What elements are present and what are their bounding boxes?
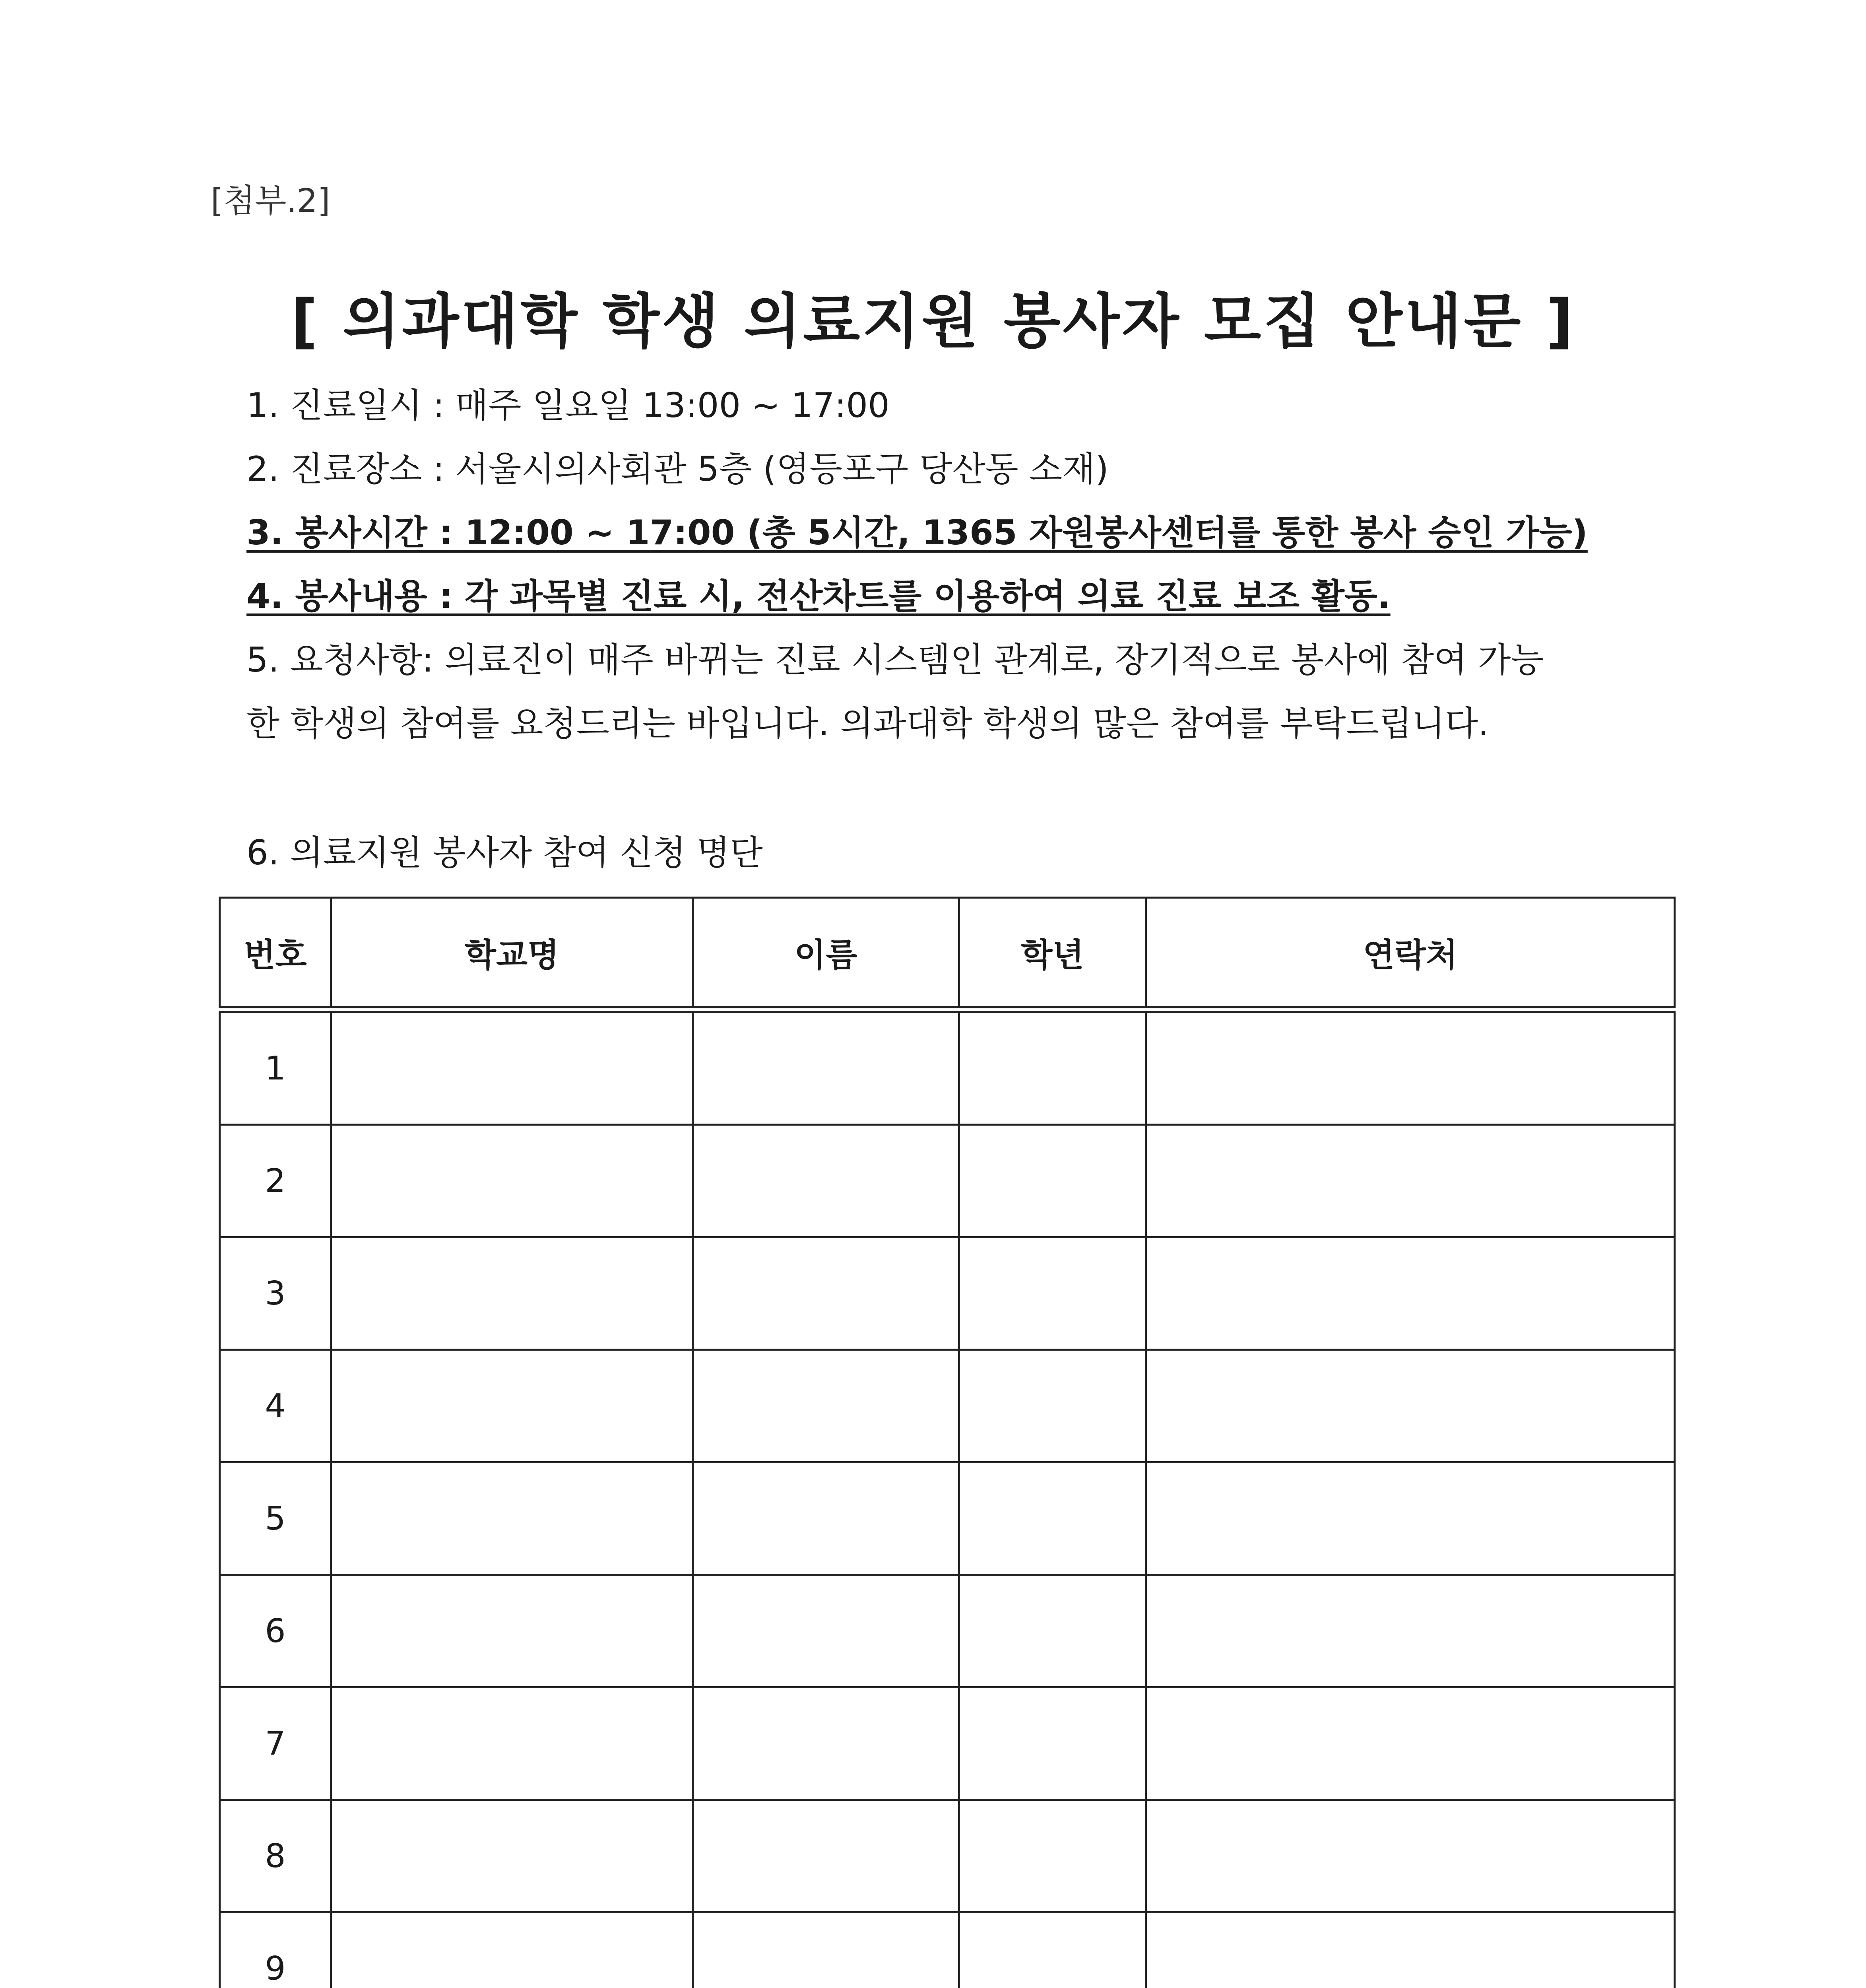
header-contact: 연락처 bbox=[1146, 898, 1675, 1010]
table-header-row bbox=[220, 898, 1675, 1010]
row-number: 4 bbox=[220, 1350, 331, 1462]
table-row bbox=[220, 1575, 1675, 1687]
contact-cell[interactable] bbox=[1146, 1462, 1675, 1575]
item-location: 2. 진료장소 : 서울시의사회관 5층 (영등포구 당산동 소재) bbox=[246, 449, 1109, 489]
name-cell[interactable] bbox=[693, 1237, 959, 1350]
school-cell[interactable] bbox=[331, 1350, 693, 1462]
school-cell[interactable] bbox=[331, 1912, 693, 1988]
row-number: 7 bbox=[220, 1687, 331, 1800]
contact-cell[interactable] bbox=[1146, 1010, 1675, 1125]
table-row bbox=[220, 1912, 1675, 1988]
name-cell[interactable] bbox=[693, 1687, 959, 1800]
grade-cell[interactable] bbox=[959, 1350, 1146, 1462]
school-cell[interactable] bbox=[331, 1125, 693, 1237]
contact-cell[interactable] bbox=[1146, 1687, 1675, 1800]
name-cell[interactable] bbox=[693, 1125, 959, 1237]
grade-cell[interactable] bbox=[959, 1125, 1146, 1237]
page-title: [ 의과대학 학생 의료지원 봉사자 모집 안내문 ] bbox=[291, 287, 1575, 355]
contact-cell[interactable] bbox=[1146, 1350, 1675, 1462]
school-cell[interactable] bbox=[331, 1462, 693, 1575]
name-cell[interactable] bbox=[693, 1010, 959, 1125]
header-name: 이름 bbox=[693, 898, 959, 1010]
table-row bbox=[220, 1350, 1675, 1462]
contact-cell[interactable] bbox=[1146, 1237, 1675, 1350]
school-cell[interactable] bbox=[331, 1010, 693, 1125]
item-request-continued: 한 학생의 참여를 요청드리는 바입니다. 의과대학 학생의 많은 참여를 부탁드립니다. bbox=[246, 704, 1489, 744]
table-row bbox=[220, 1687, 1675, 1800]
row-number: 9 bbox=[220, 1912, 331, 1988]
row-number: 5 bbox=[220, 1462, 331, 1575]
contact-cell[interactable] bbox=[1146, 1125, 1675, 1237]
school-cell[interactable] bbox=[331, 1575, 693, 1687]
row-number: 3 bbox=[220, 1237, 331, 1350]
contact-cell[interactable] bbox=[1146, 1800, 1675, 1912]
name-cell[interactable] bbox=[693, 1575, 959, 1687]
table-row bbox=[220, 1462, 1675, 1575]
table-row bbox=[220, 1237, 1675, 1350]
grade-cell[interactable] bbox=[959, 1237, 1146, 1350]
grade-cell[interactable] bbox=[959, 1575, 1146, 1687]
volunteer-roster-table bbox=[219, 897, 1676, 1988]
grade-cell[interactable] bbox=[959, 1687, 1146, 1800]
header-grade: 학년 bbox=[959, 898, 1146, 1010]
grade-cell[interactable] bbox=[959, 1912, 1146, 1988]
school-cell[interactable] bbox=[331, 1687, 693, 1800]
roster-heading: 6. 의료지원 봉사자 참여 신청 명단 bbox=[246, 833, 763, 873]
contact-cell[interactable] bbox=[1146, 1575, 1675, 1687]
row-number: 2 bbox=[220, 1125, 331, 1237]
item-schedule: 1. 진료일시 : 매주 일요일 13:00 ~ 17:00 bbox=[246, 386, 890, 425]
table-row bbox=[220, 1125, 1675, 1237]
item-volunteer-content: 4. 봉사내용 : 각 과목별 진료 시, 전산차트를 이용하여 의료 진료 보조 활동. bbox=[246, 577, 1391, 616]
item-request: 5. 요청사항: 의료진이 매주 바뀌는 진료 시스템인 관계로, 장기적으로 봉사에 참여 가능 bbox=[246, 640, 1544, 680]
school-cell[interactable] bbox=[331, 1237, 693, 1350]
item-volunteer-hours: 3. 봉사시간 : 12:00 ~ 17:00 (총 5시간, 1365 자원봉사센터를 통한 봉사 승인 가능) bbox=[246, 513, 1588, 553]
row-number: 1 bbox=[220, 1010, 331, 1125]
attachment-label: [첨부.2] bbox=[211, 182, 330, 220]
header-school: 학교명 bbox=[331, 898, 693, 1010]
grade-cell[interactable] bbox=[959, 1462, 1146, 1575]
table-row bbox=[220, 1800, 1675, 1912]
grade-cell[interactable] bbox=[959, 1800, 1146, 1912]
row-number: 8 bbox=[220, 1800, 331, 1912]
header-number: 번호 bbox=[220, 898, 331, 1010]
row-number: 6 bbox=[220, 1575, 331, 1687]
table-row bbox=[220, 1010, 1675, 1125]
school-cell[interactable] bbox=[331, 1800, 693, 1912]
grade-cell[interactable] bbox=[959, 1010, 1146, 1125]
name-cell[interactable] bbox=[693, 1912, 959, 1988]
name-cell[interactable] bbox=[693, 1800, 959, 1912]
table-body bbox=[220, 1010, 1675, 1988]
name-cell[interactable] bbox=[693, 1350, 959, 1462]
name-cell[interactable] bbox=[693, 1462, 959, 1575]
contact-cell[interactable] bbox=[1146, 1912, 1675, 1988]
